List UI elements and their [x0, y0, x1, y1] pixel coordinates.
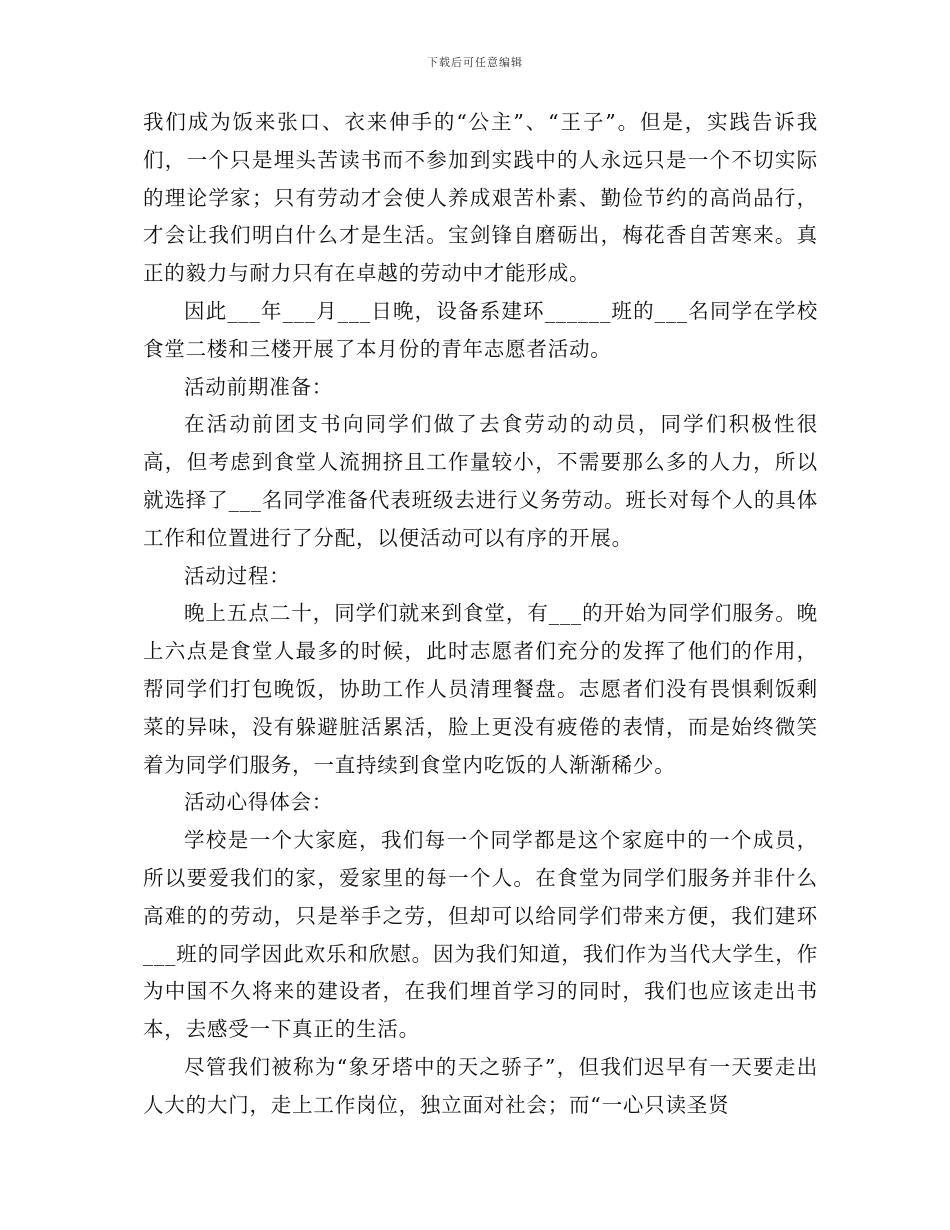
section-heading-reflection: 活动心得体会： — [184, 790, 334, 815]
paragraph-process: 晚上五点二十，同学们就来到食堂，有___的开始为同学们服务。晚上六点是食堂人最多的时候，此时志愿者们充分的发挥了他们的作用，帮同学们打包晚饭，协助工作人员清理餐盘。志愿者们没有畏惧剩饭剩菜的异味，没有躲避脏活累活，脸上更没有疲倦的表情，而是始终微笑着为同学们服务，一直持续到食堂内吃饭的人渐渐稀少。 — [143, 601, 818, 777]
paragraph-continuation: 我们成为饭来张口、衣来伸手的“公主”、“王子”。但是，实践告诉我们，一个只是埋头苦读书而不参加到实践中的人永远只是一个不切实际的理论学家；只有劳动才会使人养成艰苦朴素、勤俭节约的高尚品行，才会让我们明白什么才是生活。宝剑锋自磨砺出，梅花香自苦寒来。真正的毅力与耐力只有在卓越的劳动中才能形成。 — [143, 110, 818, 286]
document-body — [143, 104, 818, 1125]
section-heading-process: 活动过程： — [184, 563, 291, 588]
paragraph-preparation: 在活动前团支书向同学们做了去食劳动的动员，同学们积极性很高，但考虑到食堂人流拥挤且工作量较小，不需要那么多的人力，所以就选择了___名同学准备代表班级去进行义务劳动。班长对每个人的具体工作和位置进行了分配，以便活动可以有序的开展。 — [143, 412, 818, 550]
paragraph-closing: 尽管我们被称为“象牙塔中的天之骄子”，但我们迟早有一天要走出人大的大门，走上工作岗位，独立面对社会；而“一心只读圣贤 — [143, 1054, 818, 1117]
page-header: 下载后可任意编辑 — [427, 56, 523, 69]
paragraph-intro: 因此___年___月___日晚，设备系建环______班的___名同学在学校食堂二楼和三楼开展了本月份的青年志愿者活动。 — [143, 298, 818, 361]
section-heading-preparation: 活动前期准备： — [184, 374, 334, 399]
paragraph-reflection: 学校是一个大家庭，我们每一个同学都是这个家庭中的一个成员，所以要爱我们的家，爱家里的每一个人。在食堂为同学们服务并非什么高难的的劳动，只是举手之劳，但却可以给同学们带来方便，我们建环___班的同学因此欢乐和欣慰。因为我们知道，我们作为当代大学生，作为中国不久将来的建设者，在我们埋首学习的同时，我们也应该走出书本，去感受一下真正的生活。 — [143, 828, 818, 1042]
